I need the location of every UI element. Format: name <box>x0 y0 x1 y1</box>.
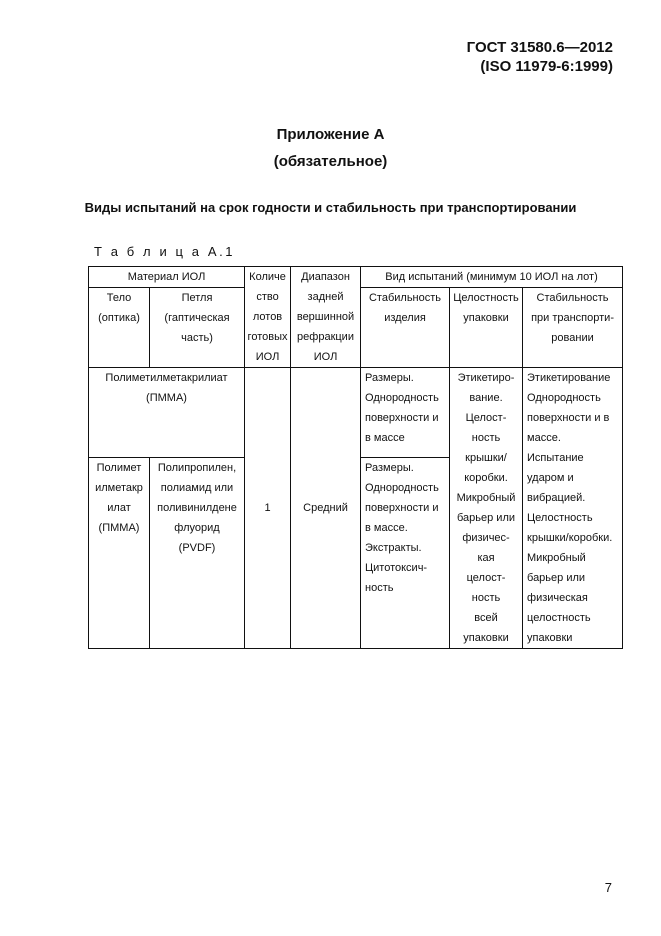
iso-number: (ISO 11979-6:1999) <box>480 58 613 75</box>
cell-line: поверхности и <box>365 502 439 515</box>
cell-line: илат <box>107 502 131 515</box>
cell-line: поливинилдене <box>157 502 237 515</box>
cell-line: коробки. <box>464 472 508 484</box>
cell-line: ИОЛ <box>255 351 280 363</box>
row1-material <box>89 368 245 458</box>
header-test-types: Вид испытаний (минимум 10 ИОЛ на лот) <box>361 267 623 288</box>
appendix-title: Приложение А <box>276 126 385 143</box>
cell-line: ИОЛ <box>313 351 338 363</box>
row1-item-stability <box>361 368 450 458</box>
cell-line: всей <box>474 612 498 624</box>
cell-line: (PVDF) <box>178 542 216 555</box>
cell-line: Полимет <box>96 462 142 475</box>
cell-line: барьер или <box>457 512 516 524</box>
cell-line: Полиметилметакрилиат <box>105 372 228 384</box>
cell-line: Размеры. <box>365 462 414 475</box>
row2-body <box>89 458 150 649</box>
cell-line: кая <box>477 552 495 564</box>
cell-line: Стабильность <box>368 292 442 305</box>
cell-line: при транспорти- <box>531 312 614 325</box>
cell-line: (гаптическая <box>164 312 230 325</box>
header-lot-count <box>245 267 291 368</box>
cell-line: упаковки <box>463 312 509 325</box>
cell-line: упаковки <box>463 632 509 644</box>
cell-line: вибрацией. <box>527 492 586 504</box>
cell-line: Микробный <box>456 492 516 504</box>
header-refraction-range <box>291 267 361 368</box>
header-package-integrity <box>450 288 523 368</box>
transport-stability-tests <box>523 368 623 649</box>
cell-line: флуорид <box>174 522 220 535</box>
cell-line: ность <box>365 582 394 595</box>
cell-line: физичес- <box>462 532 510 544</box>
cell-line: Количе <box>249 271 286 283</box>
cell-line: поверхности и <box>365 412 439 424</box>
package-integrity-tests <box>450 368 523 649</box>
cell-line: часть) <box>181 332 213 345</box>
cell-line: изделия <box>384 312 426 325</box>
cell-line: Петля <box>181 292 213 305</box>
cell-line: вершинной <box>296 311 355 323</box>
range-value: Средний <box>291 368 361 649</box>
cell-line: крышки/ <box>465 452 507 464</box>
cell-line: Испытание <box>527 452 584 464</box>
row2-item-stability <box>361 458 450 649</box>
cell-line: вание. <box>469 392 503 404</box>
cell-line: Целост- <box>465 412 507 424</box>
cell-line: Диапазон <box>301 271 350 283</box>
cell-line: Целостность <box>453 292 519 305</box>
lot-count-value: 1 <box>245 368 291 649</box>
cell-line: Микробный <box>527 552 586 564</box>
document-header <box>467 38 613 76</box>
cell-line: целост- <box>466 572 506 584</box>
cell-line: лотов <box>252 311 283 323</box>
cell-line: ударом и <box>527 472 574 484</box>
cell-line: Этикетиро- <box>457 372 515 384</box>
cell-line: Цитотоксич- <box>365 562 428 575</box>
cell-line: ство <box>256 291 279 303</box>
cell-line: массе. <box>527 432 561 444</box>
header-item-stability <box>361 288 450 368</box>
cell-line: Размеры. <box>365 372 414 384</box>
table-caption: Т а б л и ц а А.1 <box>94 244 236 259</box>
cell-line: рефракции <box>297 331 354 343</box>
cell-line: полиамид или <box>160 482 234 495</box>
tests-table <box>88 266 623 649</box>
appendix-subtitle: (обязательное) <box>273 153 388 170</box>
row2-loop <box>150 458 245 649</box>
header-loop <box>150 288 245 368</box>
header-material: Материал ИОЛ <box>89 267 245 288</box>
header-transport-stability <box>523 288 623 368</box>
cell-line: Целостность <box>527 512 593 524</box>
cell-line: в массе <box>365 432 405 444</box>
cell-line: (ПММА) <box>98 522 140 535</box>
cell-line: барьер или <box>527 572 586 584</box>
cell-line: Однородность <box>365 482 439 495</box>
cell-line: целостность <box>527 612 591 624</box>
cell-line: упаковки <box>527 632 573 644</box>
cell-line: Тело <box>106 292 132 305</box>
cell-line: ровании <box>551 332 594 345</box>
cell-line: (ПММА) <box>146 392 187 404</box>
cell-line: крышки/коробки. <box>527 532 613 544</box>
cell-line: ность <box>471 592 501 604</box>
page-number: 7 <box>604 880 612 895</box>
cell-line: (оптика) <box>98 312 140 325</box>
cell-line: Однородность <box>527 392 601 404</box>
cell-line: ность <box>471 432 501 444</box>
cell-line: Однородность <box>365 392 439 404</box>
cell-line: задней <box>307 291 344 303</box>
cell-line: в массе. <box>365 522 408 535</box>
cell-line: Полипропилен, <box>157 462 237 475</box>
document-title: Виды испытаний на срок годности и стабильность при транспортировании <box>84 200 577 215</box>
cell-line: илметакр <box>95 482 143 495</box>
cell-line: поверхности и в <box>527 412 610 424</box>
cell-line: Экстракты. <box>365 542 422 555</box>
cell-line: Этикетирование <box>527 372 611 384</box>
cell-line: физическая <box>527 592 588 604</box>
gost-number: ГОСТ 31580.6—2012 <box>466 39 613 56</box>
cell-line: готовых <box>247 331 288 343</box>
cell-line: Стабильность <box>536 292 609 305</box>
header-body <box>89 288 150 368</box>
